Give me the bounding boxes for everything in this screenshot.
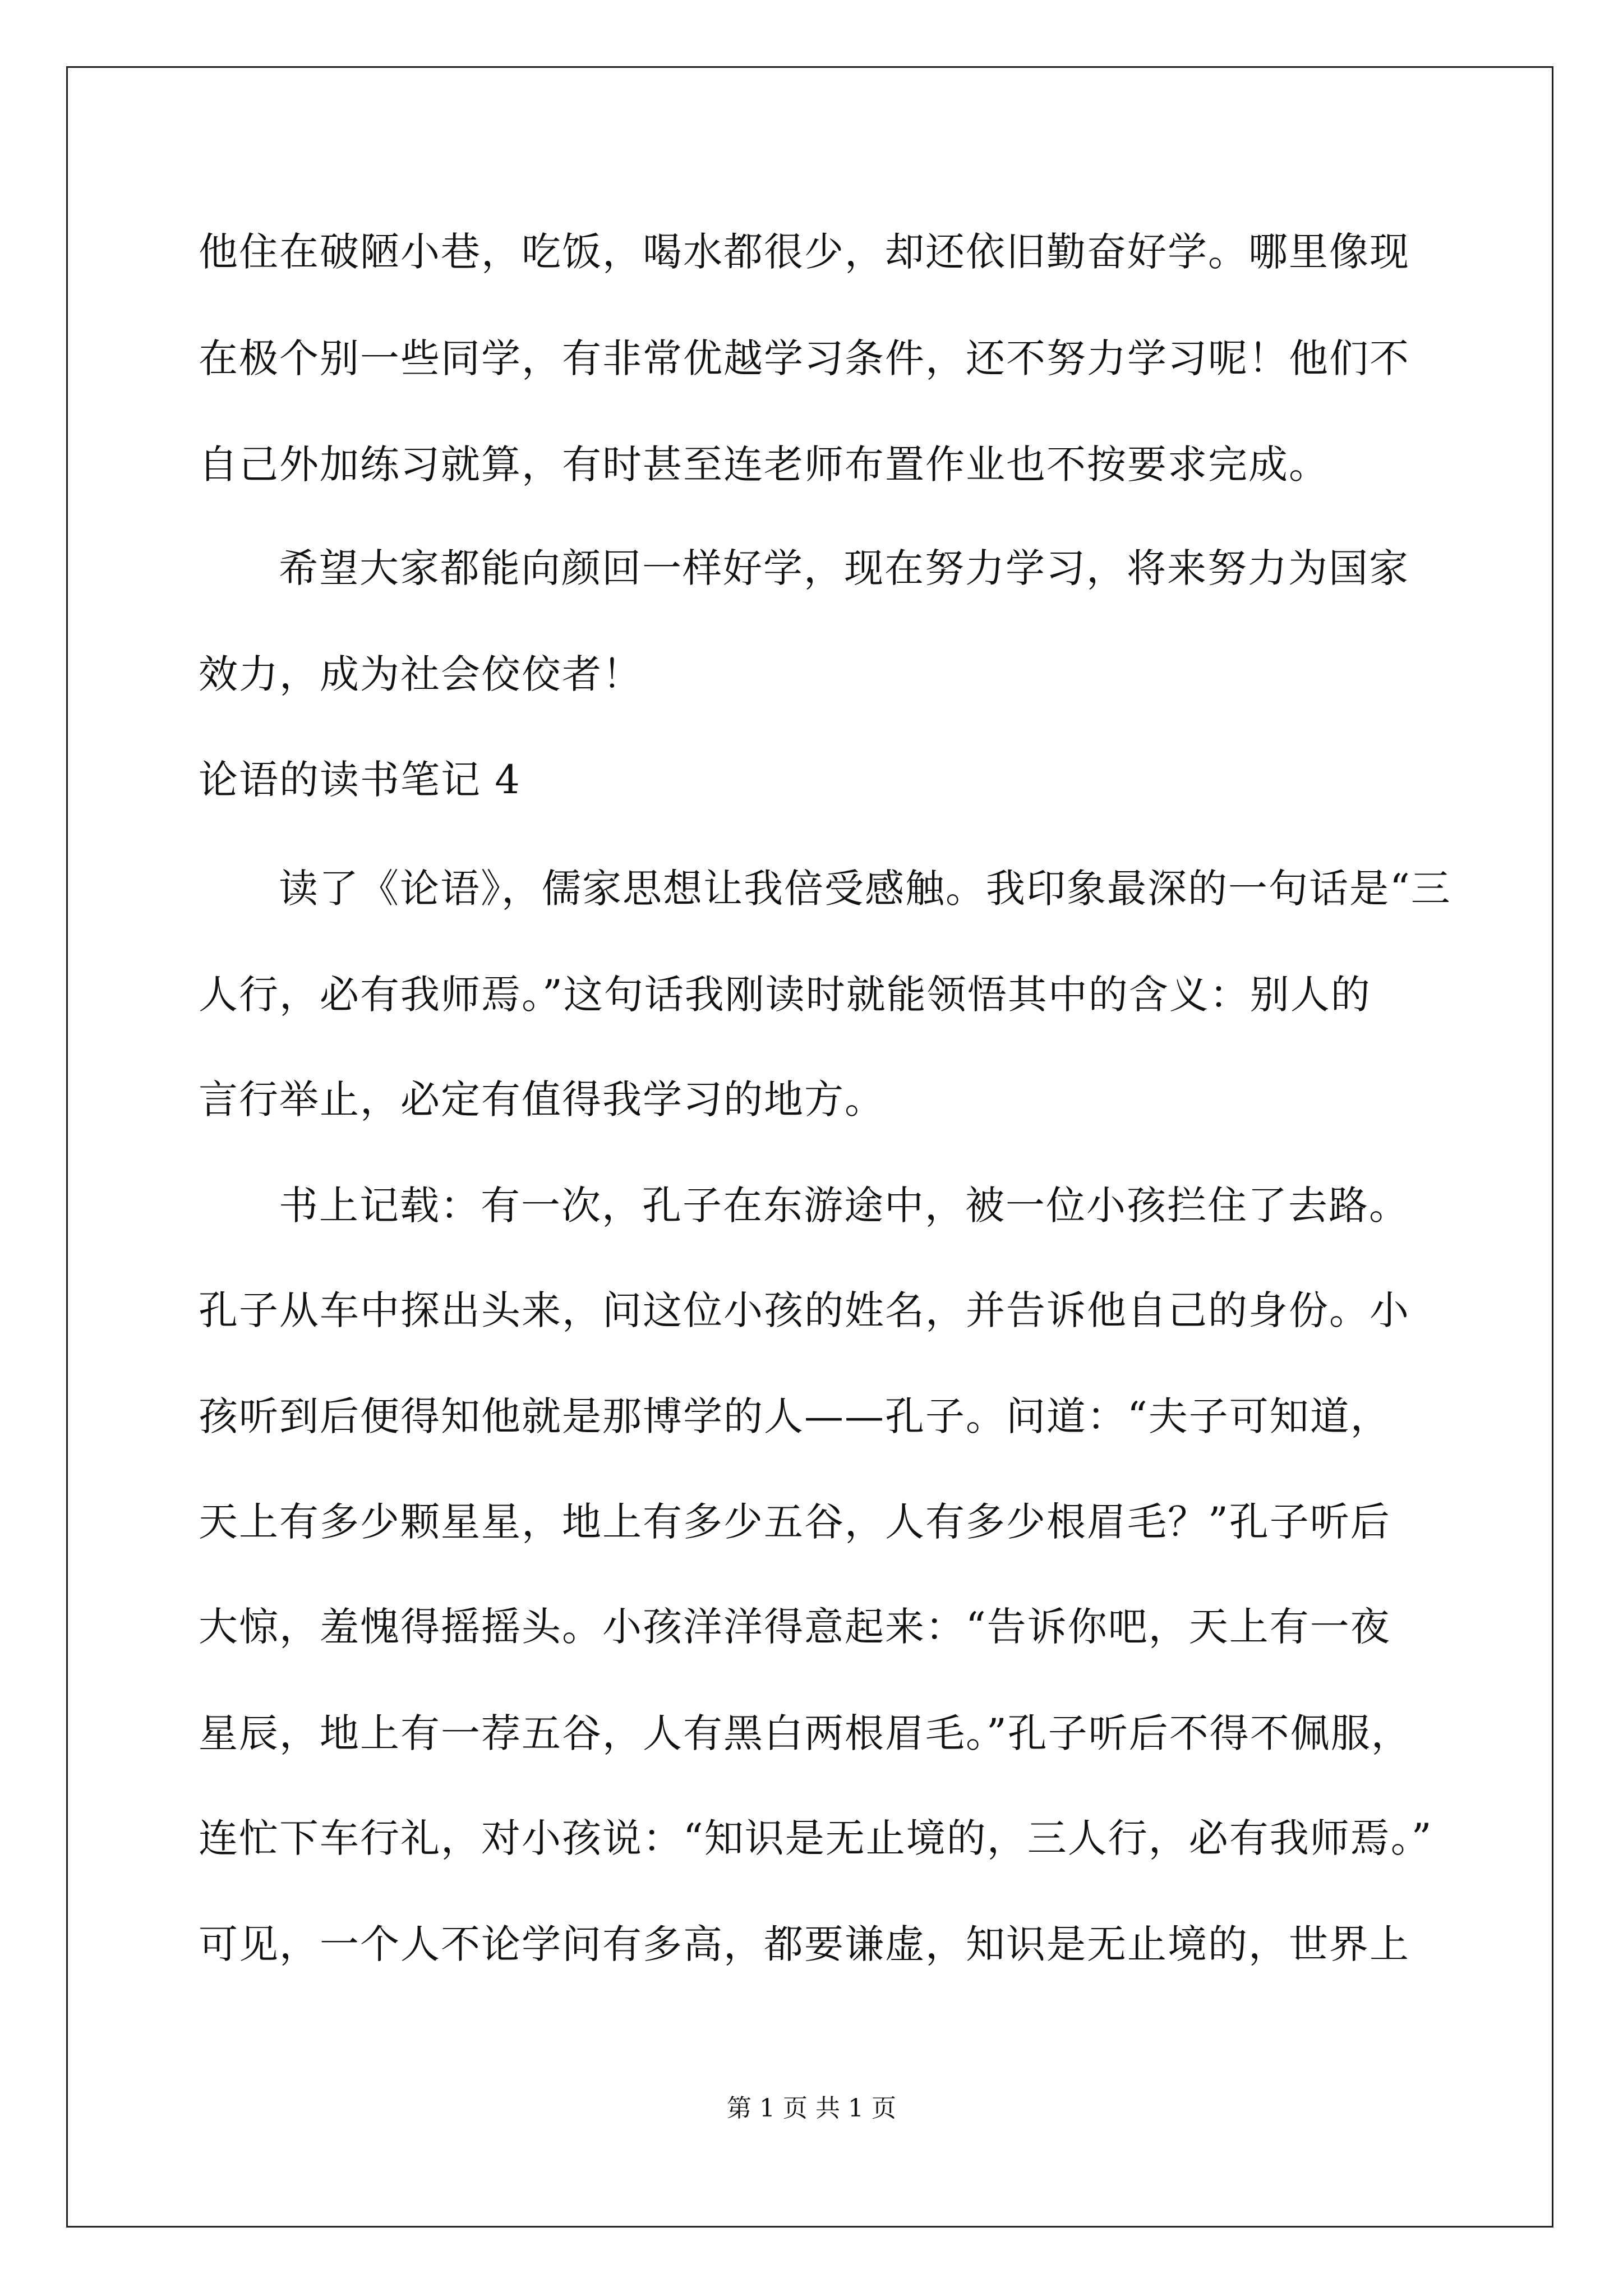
text-line: 天上有多少颗星星，地上有多少五谷，人有多少根眉毛？”孔子听后 [199, 1499, 1391, 1545]
text-line: 书上记载：有一次，孔子在东游途中，被一位小孩拦住了去路。 [279, 1182, 1409, 1228]
text-line: 自己外加练习就算，有时甚至连老师布置作业也不按要求完成。 [199, 441, 1329, 487]
text-line: 人行，必有我师焉。”这句话我刚读时就能领悟其中的含义：别人的 [199, 972, 1371, 1018]
text-line: 大惊，羞愧得摇摇头。小孩洋洋得意起来：“告诉你吧，天上有一夜 [199, 1604, 1391, 1650]
text-line: 孩听到后便得知他就是那博学的人——孔子。问道：“夫子可知道， [199, 1393, 1391, 1439]
text-line: 孔子从车中探出头来，问这位小孩的姓名，并告诉他自己的身份。小 [199, 1287, 1410, 1333]
text-line: 可见，一个人不论学问有多高，都要谦虚，知识是无止境的，世界上 [199, 1921, 1410, 1967]
text-line: 希望大家都能向颜回一样好学，现在努力学习，将来努力为国家 [279, 545, 1409, 591]
page-footer: 第 1 页 共 1 页 [727, 2094, 896, 2123]
text-line: 言行举止，必定有值得我学习的地方。 [199, 1076, 885, 1122]
text-line: 读了《论语》，儒家思想让我倍受感触。我印象最深的一句话是“三 [279, 866, 1451, 912]
text-line: 星辰，地上有一荐五谷，人有黑白两根眉毛。”孔子听后不得不佩服， [199, 1710, 1412, 1756]
text-line: 他住在破陋小巷，吃饭，喝水都很少，却还依旧勤奋好学。哪里像现 [199, 229, 1410, 275]
page-border [66, 66, 1553, 2228]
text-line: 在极个别一些同学，有非常优越学习条件，还不努力学习呢！他们不 [199, 335, 1410, 381]
section-heading: 论语的读书笔记 4 [199, 757, 521, 803]
text-line: 效力，成为社会佼佼者！ [199, 651, 643, 697]
text-line: 连忙下车行礼，对小孩说：“知识是无止境的，三人行，必有我师焉。” [199, 1815, 1433, 1861]
